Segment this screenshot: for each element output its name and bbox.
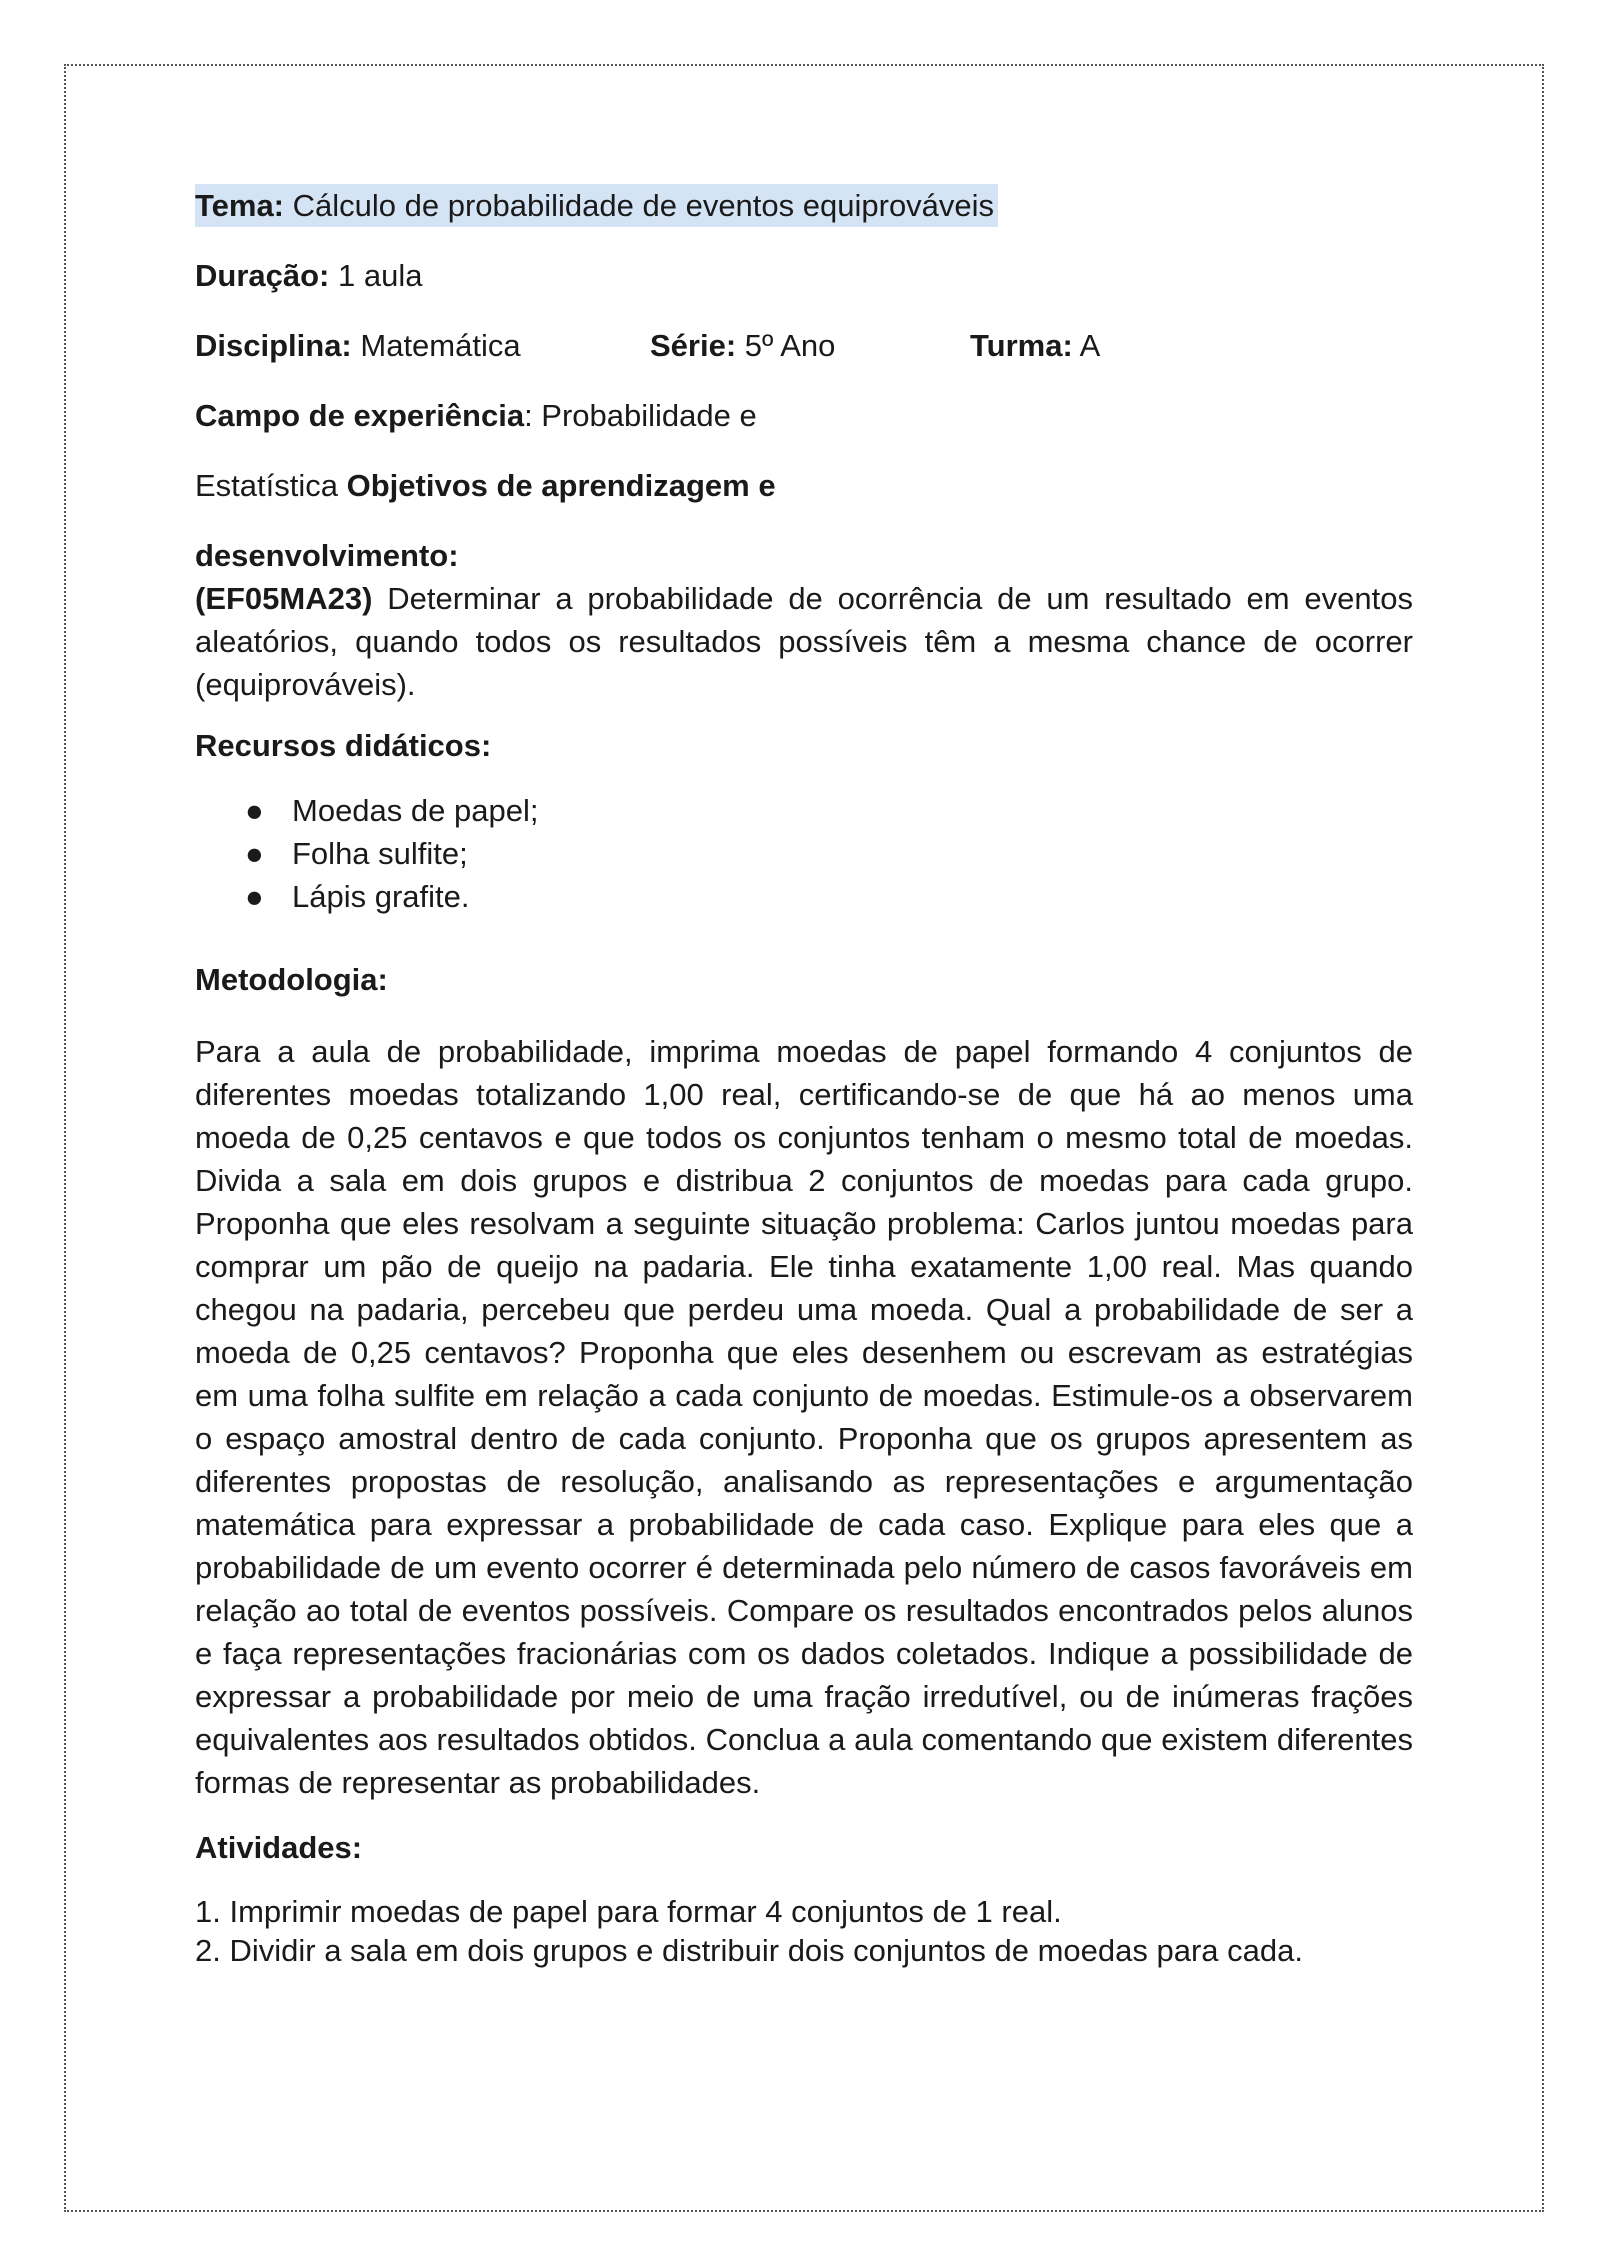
turma-value: A — [1072, 328, 1101, 363]
tema-line — [195, 184, 1413, 227]
recursos-list — [195, 789, 1413, 918]
atividades-list — [195, 1892, 1413, 1970]
list-item-text: Lápis grafite. — [292, 879, 470, 914]
tema-label: Tema: — [195, 188, 285, 223]
turma-field — [970, 324, 1100, 367]
recursos-heading-text: Recursos didáticos: — [195, 728, 492, 763]
list-item-text: Moedas de papel; — [292, 793, 539, 828]
duracao-value: 1 aula — [329, 258, 423, 293]
atividades-heading-text: Atividades: — [195, 1830, 363, 1865]
metodologia-heading — [195, 958, 1413, 1001]
bullet-icon: ● — [245, 879, 264, 914]
serie-field — [650, 324, 835, 367]
duracao-label: Duração: — [195, 258, 330, 293]
objetivo-text: Determinar a probabilidade de ocorrência de um resultado em eventos aleatórios, quando todos os resultados possíveis têm a mesma chance de ocorrer (equiprováveis). — [195, 581, 1413, 702]
objetivo-paragraph — [195, 577, 1413, 706]
campo-line — [195, 394, 1413, 437]
serie-value: 5º Ano — [736, 328, 836, 363]
duracao-line — [195, 254, 1413, 297]
atividades-heading — [195, 1826, 1413, 1869]
campo-label: Campo de experiência — [195, 398, 525, 433]
serie-label: Série: — [650, 328, 737, 363]
disciplina-field — [195, 324, 521, 367]
turma-label: Turma: — [970, 328, 1073, 363]
list-item — [195, 789, 1413, 832]
list-item: 1. Imprimir moedas de papel para formar 4 conjuntos de 1 real. — [195, 1894, 1062, 1929]
disciplina-line — [195, 324, 1413, 367]
tema-value: Cálculo de probabilidade de eventos equiprováveis — [284, 188, 995, 223]
bullet-icon: ● — [245, 836, 264, 871]
disciplina-label: Disciplina: — [195, 328, 352, 363]
campo-value-1: : Probabilidade e — [524, 398, 757, 433]
metodologia-paragraph: Para a aula de probabilidade, imprima moedas de papel formando 4 conjuntos de diferentes moedas totalizando 1,00 real, certificando-se de que há ao menos uma moeda de 0,25 centavos e que todos os conjuntos tenham o mesmo total de moedas. Divida a sala em dois grupos e distribua 2 conjuntos de moedas para cada grupo. Proponha que eles resolvam a seguinte situação problema: Carlos juntou moedas para comprar um pão de queijo na padaria. Ele tinha exatamente 1,00 real. Mas quando chegou na padaria, percebeu que perdeu uma moeda. Qual a probabilidade de ser a moeda de 0,25 centavos? Proponha que eles desenhem ou escrevam as estratégias em uma folha sulfite em relação a cada conjunto de moedas. Estimule-os a observarem o espaço amostral dentro de cada conjunto. Proponha que os grupos apresentem as diferentes propostas de resolução, analisando as representações e argumentação matemática para expressar a probabilidade de cada caso. Explique para eles que a probabilidade de um evento ocorrer é determinada pelo número de casos favoráveis em relação ao total de eventos possíveis. Compare os resultados encontrados pelos alunos e faça representações fracionárias com os dados coletados. Indique a possibilidade de expressar a probabilidade por meio de uma fração irredutível, ou de inúmeras frações equivalentes aos resultados obtidos. Conclua a aula comentando que existem diferentes formas de representar as probabilidades. — [195, 1034, 1413, 1800]
recursos-heading — [195, 724, 1413, 767]
bullet-icon: ● — [245, 793, 264, 828]
objetivos-line — [195, 534, 1413, 577]
campo-value-2: Estatística — [195, 468, 347, 503]
disciplina-value: Matemática — [351, 328, 521, 363]
document-body — [195, 184, 1413, 1970]
tema-highlight — [195, 184, 998, 227]
objetivos-label-2: desenvolvimento: — [195, 538, 459, 573]
list-item — [195, 832, 1413, 875]
objetivos-label-1: Objetivos de aprendizagem e — [346, 468, 776, 503]
campo-continuation-line — [195, 464, 1413, 507]
list-item-text: Folha sulfite; — [292, 836, 468, 871]
list-item — [195, 875, 1413, 918]
metodologia-heading-text: Metodologia: — [195, 962, 388, 997]
objetivo-code: (EF05MA23) — [195, 581, 373, 616]
list-item: 2. Dividir a sala em dois grupos e distribuir dois conjuntos de moedas para cada. — [195, 1933, 1303, 1968]
